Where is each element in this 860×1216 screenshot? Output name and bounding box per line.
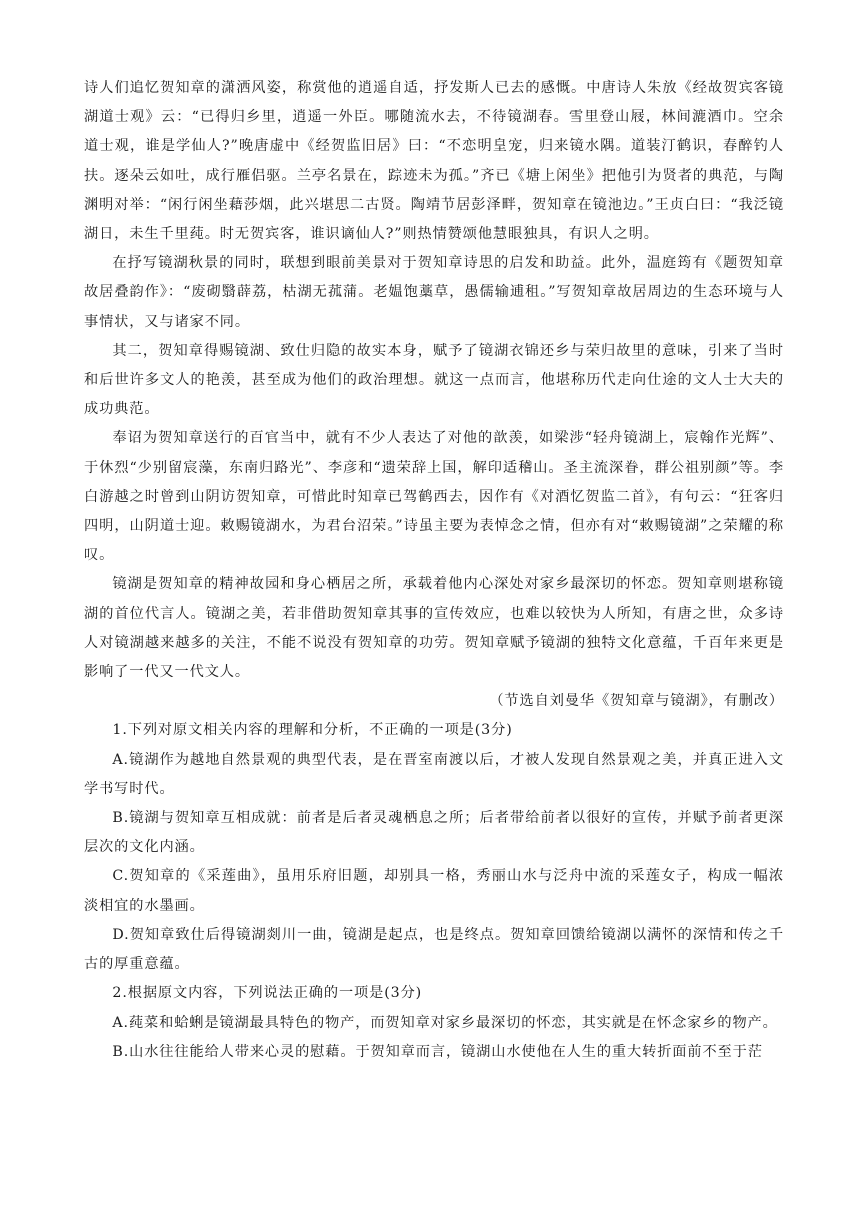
option-b: B.镜湖与贺知章互相成就：前者是后者灵魂栖息之所；后者带给前者以很好的宣传，并赋予前者更深层次的文化内涵。 <box>84 810 784 856</box>
article-paragraph-2: 在抒写镜湖秋景的同时，联想到眼前美景对于贺知章诗思的启发和助益。此外，温庭筠有《题贺知章故居叠韵作》：“废砌翳薜荔，枯湖无菰蒲。老媪饱藁草，愚儒输逋租。”写贺知章故居周边的生态环境与人事情状，又与诸家不同。 <box>84 255 784 330</box>
option-a: A.镜湖作为越地自然景观的典型代表，是在晋室南渡以后，才被人发现自然景观之美，并真正进入文学书写时代。 <box>84 751 784 797</box>
question-1 <box>84 716 784 979</box>
option-d: D.贺知章致仕后得镜湖剡川一曲，镜湖是起点，也是终点。贺知章回馈给镜湖以满怀的深情和传之千古的厚重意蕴。 <box>84 926 784 973</box>
option-c: C.贺知章的《采莲曲》，虽用乐府旧题，却别具一格，秀丽山水与泛舟中流的采莲女子，构成一幅浓淡相宜的水墨画。 <box>84 868 784 914</box>
article-paragraph-4: 奉诏为贺知章送行的百官当中，就有不少人表达了对他的歆羡，如梁涉“轻舟镜湖上，宸翰作光辉”、于休烈“少别留宸藻，东南归路光”、李彦和“遗荣辞上国，解印适稽山。圣主流深眷，群公祖别颜”等。李白游越之时曾到山阴访贺知章，可惜此时知章已驾鹤西去，因作有《对酒忆贺监二首》，有句云：“狂客归四明，山阴道士迎。敕赐镜湖水，为君台沼荣。”诗虽主要为表悼念之情，但亦有对“敕赐镜湖”之荣耀的称叹。 <box>84 430 784 564</box>
option-b: B.山水往往能给人带来心灵的慰藉。于贺知章而言，镜湖山水使他在人生的重大转折面前不至于茫 <box>112 1043 763 1060</box>
question-stem: 2.根据原文内容，下列说法正确的一项是(3分) <box>112 985 423 1002</box>
article-paragraph-5: 镜湖是贺知章的精神故园和身心栖居之所，承载着他内心深处对家乡最深切的怀恋。贺知章则堪称镜湖的首位代言人。镜湖之美，若非借助贺知章其事的宣传效应，也难以较快为人所知，有唐之世，众多诗人对镜湖越来越多的关注，不能不说没有贺知章的功劳。贺知章赋予镜湖的独特文化意蕴，千百年来更是影响了一代又一代文人。 <box>84 576 784 681</box>
question-2 <box>84 979 784 1067</box>
article-source: （节选自刘曼华《贺知章与镜湖》，有删改） <box>489 693 784 710</box>
article-paragraph-1: 诗人们追忆贺知章的潇洒风姿，称赏他的逍遥自适，抒发斯人已去的感慨。中唐诗人朱放《经故贺宾客镜湖道士观》云：“已得归乡里，逍遥一外臣。哪随流水去，不待镜湖春。雪里登山屐，林间漉酒巾。空余道士观，谁是学仙人?”晚唐虚中《经贺监旧居》曰：“不恋明皇宠，归来镜水隅。道装汀鹤识，春醉钓人扶。逐朵云如吐，成行雁侣驱。兰亭名景在，踪迹未为孤。”齐已《塘上闲坐》把他引为贤者的典范，与陶渊明对举：“闲行闲坐藉莎烟，此兴堪思二古贤。陶靖节居彭泽畔，贺知章在镜池边。”王贞白曰：“我泛镜湖日，未生千里莼。时无贺宾客，谁识谪仙人?”则热情赞颂他慧眼独具，有识人之明。 <box>84 80 784 243</box>
document-page <box>84 74 784 1067</box>
question-stem: 1.下列对原文相关内容的理解和分析，不正确的一项是(3分) <box>112 722 513 739</box>
option-a: A.莼菜和蛤蜊是镜湖最具特色的物产，而贺知章对家乡最深切的怀恋，其实就是在怀念家乡的物产。 <box>112 1014 778 1031</box>
article-paragraph-3: 其二，贺知章得赐镜湖、致仕归隐的故实本身，赋予了镜湖衣锦还乡与荣归故里的意味，引来了当时和后世许多文人的艳羡，甚至成为他们的政治理想。就这一点而言，他堪称历代走向仕途的文人士大夫的成功典范。 <box>84 342 784 418</box>
